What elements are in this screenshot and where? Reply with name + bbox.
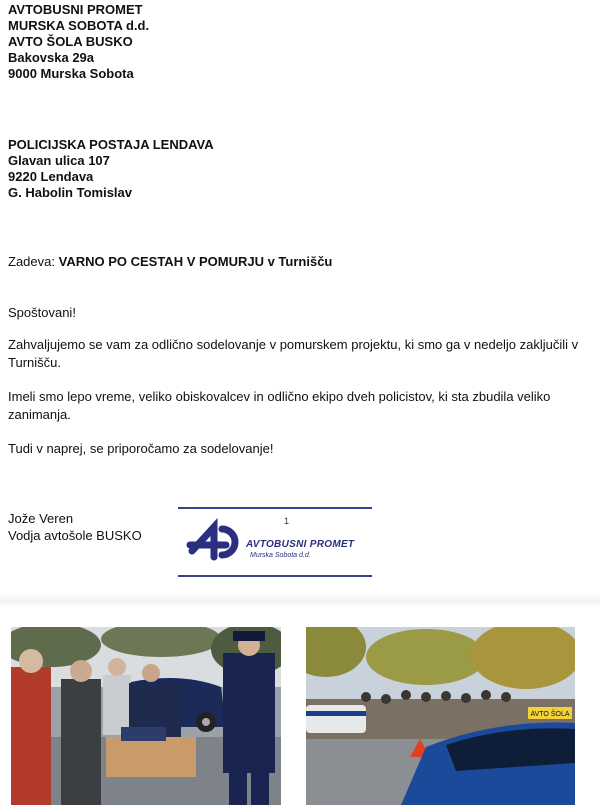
paragraph-2: Imeli smo lepo vreme, veliko obiskovalcev in odlično ekipo dveh policistov, ki sta zbudila veliko zanimanja. (8, 389, 551, 422)
greeting: Spoštovani! (8, 305, 76, 320)
stamp-company-name: AVTOBUSNI PROMET (246, 539, 355, 550)
sender-line-1: AVTOBUSNI PROMET (8, 2, 143, 17)
sender-line-2: MURSKA SOBOTA d.d. (8, 18, 150, 33)
recipient-line-4: G. Habolin Tomislav (8, 185, 133, 200)
company-stamp (178, 507, 372, 577)
sender-line-4: Bakovska 29a (8, 50, 95, 65)
sender-address (8, 2, 149, 82)
company-logo-icon (186, 515, 248, 569)
sender-line-5: 9000 Murska Sobota (8, 66, 134, 81)
subject-text: VARNO PO CESTAH V POMURJU v Turnišču (58, 254, 333, 269)
page-separator (0, 594, 600, 608)
subject-label: Zadeva: (8, 254, 55, 269)
stamp-company-city: Murska Sobota d.d. (250, 552, 311, 559)
sender-line-3: AVTO ŠOLA BUSKO (8, 34, 133, 49)
stamp-number: 1 (284, 516, 290, 526)
recipient-line-3: 9220 Lendava (8, 169, 94, 184)
photo-police-demonstration (11, 627, 281, 805)
paragraph-3: Tudi v naprej, se priporočamo za sodelovanje! (8, 441, 274, 456)
subject-line (8, 254, 332, 269)
recipient-address (8, 137, 214, 201)
signature-title: Vodja avtošole BUSKO (8, 528, 142, 543)
roof-sign-text: AVTO ŠOLA (530, 711, 570, 718)
recipient-line-1: POLICIJSKA POSTAJA LENDAVA (8, 137, 214, 152)
paragraph-1: Zahvaljujemo se vam za odlično sodelovanje v pomurskem projektu, ki smo ga v nedeljo zaključili v Turnišču. (8, 337, 579, 370)
signature-name: Jože Veren (8, 511, 74, 526)
recipient-line-2: Glavan ulica 107 (8, 153, 110, 168)
signature-block (8, 510, 142, 544)
photo-driving-school-event (306, 627, 575, 805)
